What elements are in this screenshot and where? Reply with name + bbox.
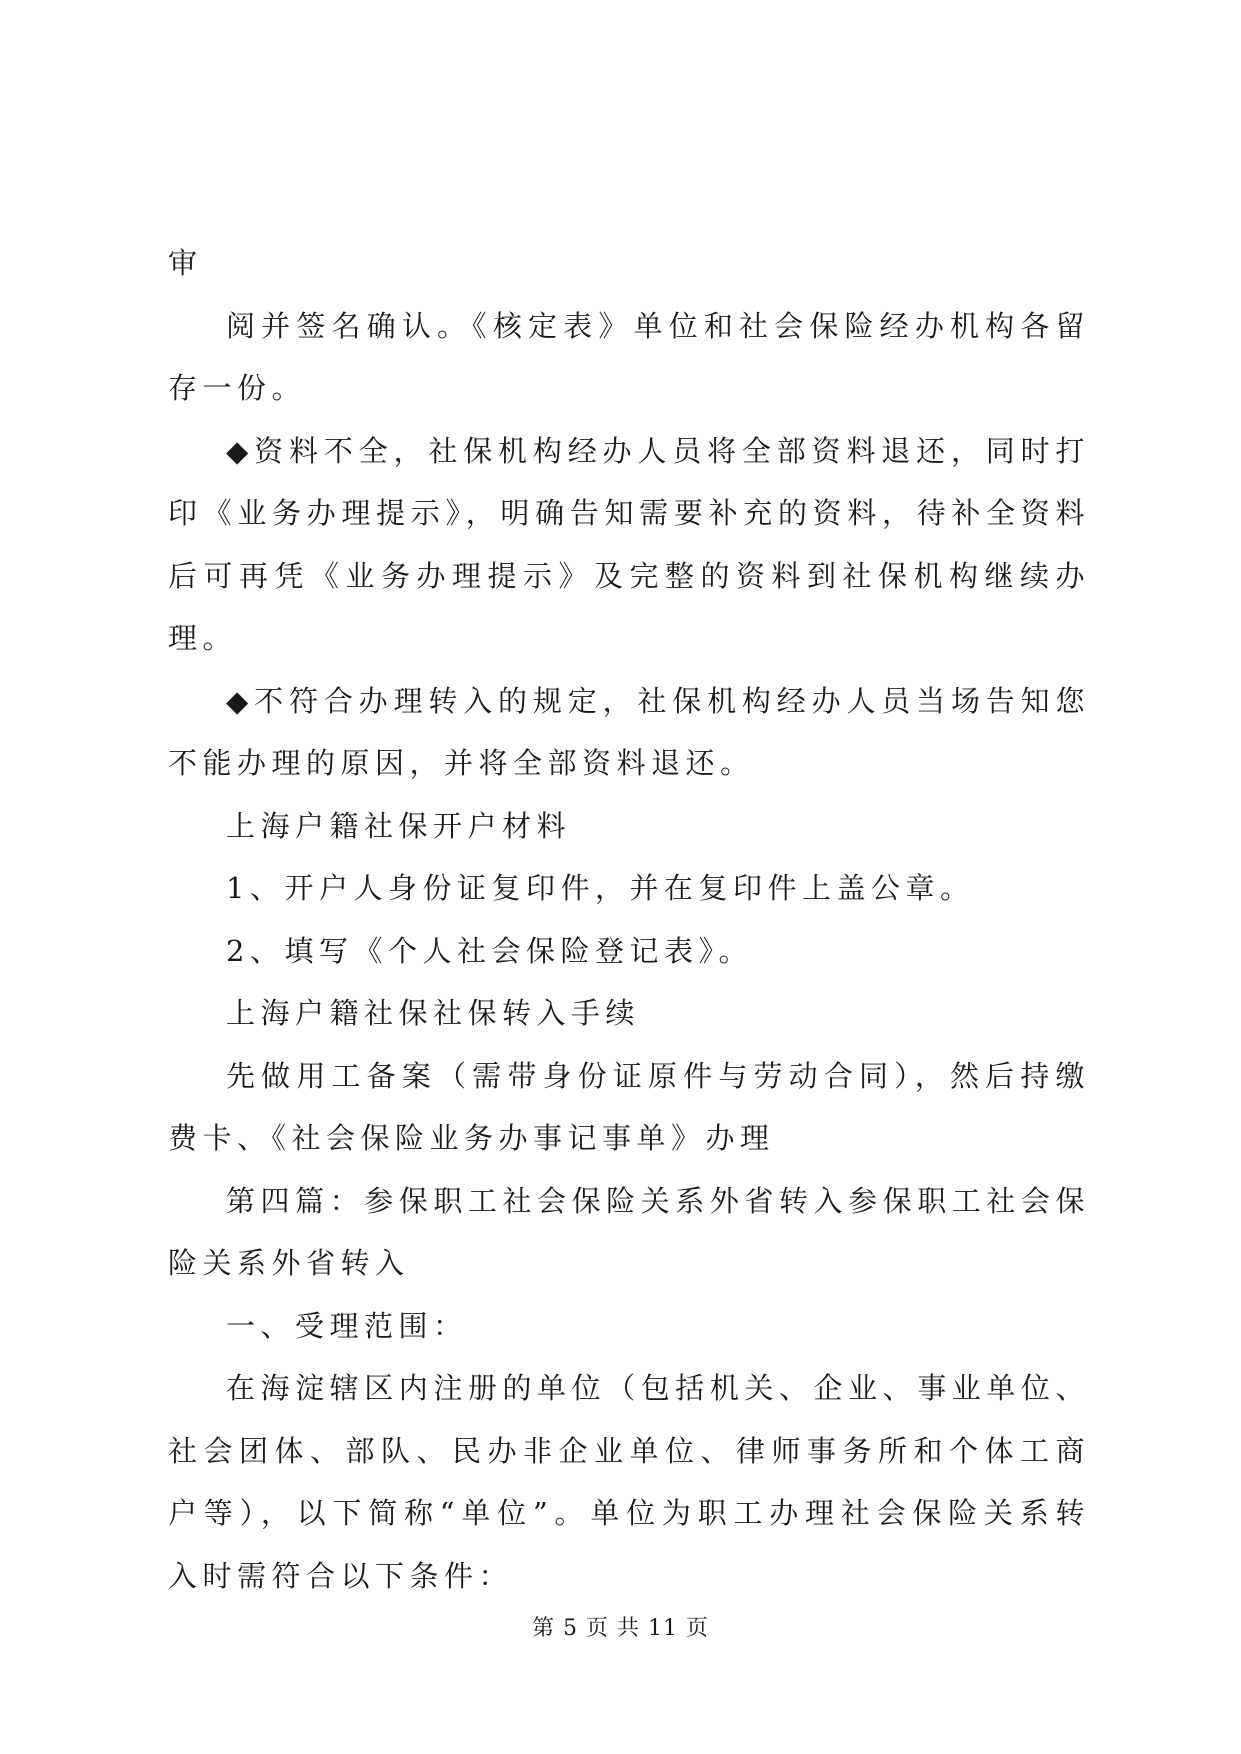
paragraph: 先做用工备案（需带身份证原件与劳动合同），然后持缴费卡、《社会保险业务办事记事单》办理 bbox=[168, 1058, 1090, 1155]
section-heading: 上海户籍社保开户材料 bbox=[226, 808, 572, 843]
chapter-title: 第四篇：参保职工社会保险关系外省转入参保职工社会保险关系外省转入 bbox=[168, 1183, 1090, 1280]
paragraph: 阅并签名确认。《核定表》单位和社会保险经办机构各留存一份。 bbox=[168, 308, 1090, 405]
document-body bbox=[168, 232, 1090, 1607]
page-number-footer: 第 5 页 共 11 页 bbox=[532, 1616, 709, 1641]
paragraph: 在海淀辖区内注册的单位（包括机关、企业、事业单位、社会团体、部队、民办非企业单位、律师事务所和个体工商户等），以下简称“单位”。单位为职工办理社会保险关系转入时需符合以下条件： bbox=[168, 1371, 1090, 1593]
paragraph-fragment: 审 bbox=[168, 246, 203, 280]
list-item: 2、填写《个人社会保险登记表》。 bbox=[226, 933, 753, 968]
section-heading: 上海户籍社保社保转入手续 bbox=[226, 996, 641, 1030]
paragraph-bullet: ◆不符合办理转入的规定，社保机构经办人员当场告知您不能办理的原因，并将全部资料退还。 bbox=[168, 683, 1090, 780]
list-item: 1、开户人身份证复印件，并在复印件上盖公章。 bbox=[226, 871, 975, 905]
paragraph-bullet: ◆资料不全，社保机构经办人员将全部资料退还，同时打印《业务办理提示》，明确告知需要补充的资料，待补全资料后可再凭《业务办理提示》及完整的资料到社保机构继续办理。 bbox=[168, 433, 1090, 655]
subsection-heading: 一、受理范围： bbox=[226, 1308, 468, 1343]
